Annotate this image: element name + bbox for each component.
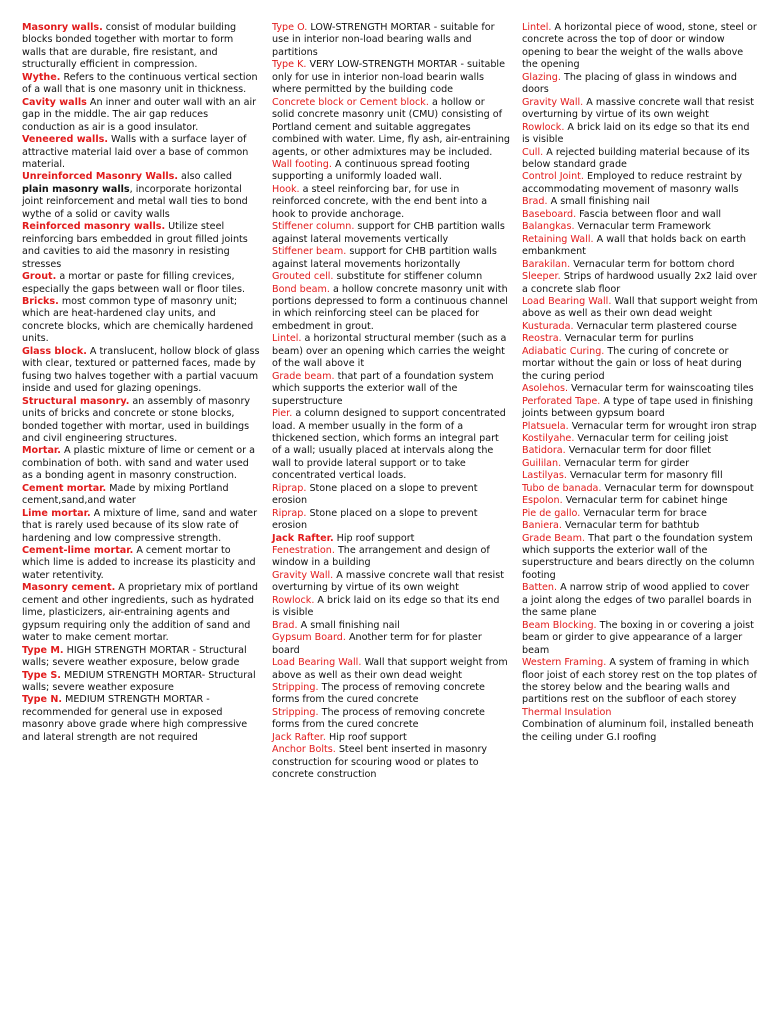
- glossary-definition: A small finishing nail: [547, 196, 650, 208]
- glossary-entry: [272, 570, 510, 595]
- glossary-entry: [272, 271, 510, 283]
- glossary-term: Barakilan.: [522, 258, 571, 270]
- glossary-entry: [22, 483, 260, 508]
- glossary-definition: Strips of hardwood usually 2x2 laid over a concrete slab floor: [522, 271, 757, 295]
- glossary-definition: A cement mortar to which lime is added to increase its plasticity and water retentivity.: [22, 545, 256, 581]
- glossary-definition: Vernacular term for ceiling joist: [574, 432, 729, 444]
- glossary-entry: [272, 533, 510, 545]
- glossary-entry: [22, 296, 260, 346]
- glossary-term: Lime mortar.: [22, 507, 91, 519]
- glossary-term: Batidora.: [522, 445, 566, 457]
- glossary-entry: [522, 321, 758, 333]
- glossary-term: Load Bearing Wall.: [272, 657, 362, 669]
- glossary-entry: [522, 433, 758, 445]
- glossary-term: Jack Rafter.: [272, 532, 334, 544]
- glossary-term: Riprap.: [272, 482, 307, 494]
- glossary-definition: LOW-STRENGTH MORTAR - suitable for use in interior non-load bearing walls and partitions: [272, 22, 495, 58]
- glossary-entry: [272, 97, 510, 159]
- glossary-term: Load Bearing Wall.: [522, 295, 612, 307]
- glossary-definition: The placing of glass in windows and doors: [522, 71, 737, 96]
- glossary-definition: Hip roof support: [325, 731, 407, 743]
- glossary-term: Glass block.: [22, 345, 87, 357]
- glossary-term: Mortar.: [22, 445, 61, 457]
- glossary-entry: [522, 620, 758, 657]
- glossary-definition: A small finishing nail: [297, 619, 400, 631]
- glossary-term: Type K.: [272, 59, 307, 71]
- glossary-entry: [22, 346, 260, 396]
- glossary-term: Glazing.: [522, 71, 561, 83]
- glossary-definition: Walls with a surface layer of attractive material laid over a base of common material.: [22, 134, 249, 170]
- glossary-entry: [522, 122, 758, 147]
- glossary-term: Beam Blocking.: [522, 619, 597, 631]
- glossary-entry: [522, 147, 758, 172]
- glossary-entry: [22, 582, 260, 644]
- glossary-entry: [272, 159, 510, 184]
- glossary-definition: A mixture of lime, sand and water that is rarely used because of its slow rate of hardening and low compressive strength.: [22, 507, 258, 544]
- glossary-term: Hook.: [272, 183, 300, 195]
- glossary-entry: [22, 72, 260, 97]
- glossary-definition: Vernacular term plastered course: [573, 320, 737, 332]
- glossary-entry: [272, 620, 510, 632]
- glossary-definition: also called: [178, 171, 232, 183]
- glossary-definition: A rejected building material because of its below standard grade: [522, 146, 750, 170]
- glossary-term: Cement mortar.: [22, 482, 107, 494]
- glossary-entry: [272, 333, 510, 370]
- glossary-entry: [522, 333, 758, 345]
- glossary-definition: Wall that support weight from above as well as their own dead weight: [272, 657, 508, 681]
- glossary-term: Western Framing.: [522, 657, 607, 669]
- glossary-term: Type O.: [272, 22, 308, 33]
- glossary-entry: [22, 221, 260, 271]
- glossary-definition: Employed to reduce restraint by accommodating movement of masonry walls: [522, 171, 743, 195]
- glossary-column-2: [272, 22, 510, 782]
- glossary-term: Unreinforced Masonry Walls.: [22, 171, 178, 183]
- glossary-term: Jack Rafter.: [272, 731, 326, 743]
- glossary-term: Control Joint.: [522, 171, 584, 183]
- glossary-term: Masonry cement.: [22, 582, 116, 594]
- glossary-term: Cavity walls: [22, 96, 87, 108]
- glossary-entry: [522, 445, 758, 457]
- glossary-term: Rowlock.: [272, 594, 315, 606]
- glossary-entry: [522, 495, 758, 507]
- glossary-entry: [522, 657, 758, 707]
- glossary-definition: The curing of concrete or mortar without the gain or loss of heat during the curing period: [522, 345, 742, 382]
- glossary-entry: [522, 271, 758, 296]
- glossary-term: Asolehos.: [522, 383, 568, 395]
- glossary-entry: [522, 97, 758, 122]
- glossary-term: Balangkas.: [522, 221, 575, 233]
- glossary-entry: [22, 694, 260, 744]
- glossary-definition: A plastic mixture of lime or cement or a combination of both. with sand and water used as a bonding agent in masonry construction.: [22, 445, 256, 482]
- glossary-definition: Vernacular term for downspout: [601, 482, 754, 494]
- glossary-term: Lintel.: [522, 22, 552, 33]
- glossary-entry: [522, 171, 758, 196]
- glossary-definition: support for CHB partition walls against lateral movements horizontally: [272, 246, 497, 270]
- glossary-entry: [522, 234, 758, 259]
- glossary-definition: A brick laid on its edge so that its end is visible: [272, 594, 500, 619]
- glossary-term: Reostra.: [522, 333, 562, 345]
- glossary-term: Kusturada.: [522, 320, 574, 332]
- glossary-entry: [522, 196, 758, 208]
- glossary-definition: A brick laid on its edge so that its end is visible: [522, 121, 750, 146]
- glossary-term: Retaining Wall.: [522, 233, 594, 245]
- glossary-definition: Stone placed on a slope to prevent erosion: [272, 507, 478, 532]
- glossary-definition-continued: , incorporate horizontal joint reinforcement and metal wall ties to bond wythe of a solid or cavity walls: [22, 183, 248, 220]
- glossary-definition: a horizontal structural member (such as a beam) over an opening which carries the weight of the wall above it: [272, 333, 507, 370]
- glossary-column-1: [22, 22, 260, 744]
- glossary-entry: [522, 533, 758, 583]
- glossary-definition: Fascia between floor and wall: [576, 208, 722, 220]
- glossary-term: Rowlock.: [522, 121, 565, 133]
- glossary-term: Stiffener beam.: [272, 246, 347, 258]
- glossary-term: Tubo de banada.: [522, 482, 602, 494]
- glossary-entry: [272, 545, 510, 570]
- glossary-definition: Vernacular term for door fillet: [565, 445, 712, 457]
- glossary-term: Espolon.: [522, 495, 563, 507]
- glossary-entry: [522, 259, 758, 271]
- glossary-entry: [522, 458, 758, 470]
- glossary-term: Concrete block or Cement block.: [272, 96, 429, 108]
- glossary-definition: consist of modular building blocks bonded together with mortar to form walls that are durable, fire resistant, and structurally efficient in compression.: [22, 22, 237, 71]
- glossary-definition: a hollow concrete masonry unit with portions depressed to form a continuous channel in which reinforcing steel can be placed for embedment in grout.: [272, 283, 508, 332]
- glossary-term: Lintel.: [272, 333, 302, 345]
- glossary-entry: [522, 707, 758, 744]
- glossary-definition: Vernacular term for brace: [580, 507, 707, 519]
- glossary-term: Veneered walls.: [22, 134, 108, 146]
- glossary-entry: [522, 383, 758, 395]
- glossary-definition: A system of framing in which floor joist of each storey rest on the top plates of the storey below and the bearing walls and partitions rest on the subfloor of each storey: [522, 657, 757, 706]
- glossary-entry: [272, 408, 510, 483]
- glossary-term: Grouted cell.: [272, 271, 334, 283]
- glossary-entry: [522, 72, 758, 97]
- glossary-term: Gravity Wall.: [522, 96, 584, 108]
- glossary-definition: support for CHB partition walls against lateral movements vertically: [272, 221, 505, 245]
- glossary-definition: A translucent, hollow block of glass with clear, textured or patterned faces, made by fusing two halves together with a partial vacuum inside and used for glazing openings.: [22, 345, 260, 395]
- glossary-term: Bond beam.: [272, 283, 330, 295]
- glossary-term: Fenestration.: [272, 545, 335, 557]
- glossary-definition: Vernacular term for cabinet hinge: [562, 495, 728, 507]
- glossary-definition: A proprietary mix of portland cement and other ingredients, such as hydrated lime, plasticizers, air-entraining agents and gypsum requiring only the addition of sand and water to make cement mortar.: [22, 582, 258, 644]
- glossary-term: Type N.: [22, 694, 63, 706]
- glossary-term: Adiabatic Curing.: [522, 345, 605, 357]
- glossary-entry: [522, 483, 758, 495]
- glossary-definition: Combination of aluminum foil, installed beneath the ceiling under G.I roofing: [522, 719, 754, 743]
- glossary-term: Wythe.: [22, 71, 61, 83]
- glossary-definition: a hollow or solid concrete masonry unit (CMU) consisting of Portland cement and suitable aggregates combined with water. Lime, fly ash, air-entraining agents, or other admixtures may be included.: [272, 96, 510, 158]
- glossary-term: Bricks.: [22, 295, 59, 307]
- glossary-entry: [22, 22, 260, 72]
- glossary-definition: Vernacular term for bathtub: [561, 520, 700, 532]
- glossary-term: Cull.: [522, 146, 544, 158]
- glossary-definition: A continuous spread footing supporting a uniformly loaded wall.: [272, 158, 470, 183]
- glossary-definition: A type of tape used in finishing joints between gypsum board: [522, 395, 754, 420]
- glossary-term: Type M.: [22, 644, 64, 656]
- glossary-entry: [522, 296, 758, 321]
- glossary-entry: [272, 184, 510, 221]
- glossary-entry: [272, 657, 510, 682]
- glossary-definition: a mortar or paste for filling crevices, especially the gaps between wall or floor tiles.: [22, 271, 245, 295]
- glossary-term: Stiffener column.: [272, 221, 355, 233]
- glossary-entry: [22, 271, 260, 296]
- glossary-entry: [272, 284, 510, 334]
- glossary-entry: [22, 97, 260, 134]
- glossary-definition: Stone placed on a slope to prevent erosion: [272, 482, 478, 507]
- glossary-entry: [22, 545, 260, 582]
- glossary-term: Gypsum Board.: [272, 632, 346, 644]
- glossary-entry: [272, 707, 510, 732]
- glossary-term: Baseboard.: [522, 208, 577, 220]
- glossary-definition: Refers to the continuous vertical section of a wall that is one masonry unit in thickness.: [22, 71, 258, 96]
- glossary-definition: that part of a foundation system which supports the exterior wall of the superstructure: [272, 370, 494, 407]
- glossary-entry: [22, 134, 260, 171]
- glossary-definition: An inner and outer wall with an air gap in the middle. The air gap reduces conduction as air is a good insulator.: [22, 96, 257, 133]
- glossary-definition: The process of removing concrete forms from the cured concrete: [272, 706, 485, 731]
- glossary-definition: MEDIUM STRENGTH MORTAR - recommended for general use in exposed masonry above grade where high compressive and lateral strength are not required: [22, 694, 248, 743]
- glossary-entry: [522, 22, 758, 72]
- glossary-term: Grade Beam.: [522, 532, 586, 544]
- glossary-entry: [522, 346, 758, 383]
- glossary-term: Thermal Insulation: [522, 706, 612, 718]
- glossary-entry: [272, 682, 510, 707]
- glossary-term: Perforated Tape.: [522, 395, 601, 407]
- glossary-term: Platsuela.: [522, 420, 569, 432]
- glossary-term: Brad.: [272, 619, 298, 631]
- glossary-entry: [22, 396, 260, 446]
- glossary-entry: [522, 508, 758, 520]
- glossary-term: Brad.: [522, 196, 548, 208]
- glossary-definition: Wall that support weight from above as well as their own dead weight: [522, 295, 758, 320]
- glossary-definition: HIGH STRENGTH MORTAR - Structural walls; severe weather exposure, below grade: [22, 644, 247, 669]
- glossary-definition: a steel reinforcing bar, for use in reinforced concrete, with the end bent into a hook to provide anchorage.: [272, 183, 488, 220]
- glossary-entry: [272, 22, 510, 59]
- glossary-entry: [272, 732, 510, 744]
- glossary-term: Baniera.: [522, 520, 562, 532]
- glossary-entry: [522, 520, 758, 532]
- glossary-term: Structural masonry.: [22, 395, 130, 407]
- glossary-entry: [272, 744, 510, 781]
- glossary-entry: [272, 508, 510, 533]
- glossary-term: Masonry walls.: [22, 22, 103, 33]
- glossary-entry: [22, 171, 260, 221]
- glossary-term: Gravity Wall.: [272, 569, 334, 581]
- glossary-entry: [522, 221, 758, 233]
- glossary-definition: The boxing in or covering a joist beam or girder to give appearance of a larger beam: [522, 619, 754, 656]
- glossary-term: Reinforced masonry walls.: [22, 221, 166, 233]
- glossary-definition: Vernacular term for wrought iron strap: [568, 420, 757, 432]
- glossary-column-3: [522, 22, 758, 744]
- glossary-term: Lastilyas.: [522, 470, 567, 482]
- glossary-entry: [272, 632, 510, 657]
- glossary-entry: [522, 396, 758, 421]
- glossary-definition-emphasis: plain masonry walls: [22, 183, 130, 195]
- glossary-term: Grade beam.: [272, 370, 335, 382]
- glossary-definition: MEDIUM STRENGTH MORTAR- Structural walls; severe weather exposure: [22, 669, 256, 694]
- glossary-term: Pier.: [272, 408, 293, 420]
- glossary-definition: Steel bent inserted in masonry construction for scouring wood or plates to concrete construction: [272, 744, 488, 781]
- glossary-entry: [22, 445, 260, 482]
- glossary-entry: [272, 371, 510, 408]
- glossary-definition: A massive concrete wall that resist overturning by virtue of its own weight: [522, 96, 754, 121]
- glossary-term: Cement-lime mortar.: [22, 545, 134, 557]
- glossary-term: Batten.: [522, 582, 558, 594]
- glossary-definition: Made by mixing Portland cement,sand,and water: [22, 482, 229, 507]
- glossary-entry: [522, 209, 758, 221]
- glossary-definition: The arrangement and design of window in a building: [272, 545, 490, 569]
- glossary-entry: [522, 470, 758, 482]
- glossary-definition: That part o the foundation system which supports the exterior wall of the superstructure and bears directly on the column footing: [522, 532, 755, 581]
- glossary-definition: most common type of masonry unit; which are heat-hardened clay units, and concrete blocks, which are chemically hardened units.: [22, 295, 254, 345]
- glossary-definition: Another term for for plaster board: [272, 632, 482, 656]
- glossary-term: Sleeper.: [522, 271, 561, 283]
- glossary-definition: substitute for stiffener column: [333, 271, 483, 283]
- glossary-term: Anchor Bolts.: [272, 744, 336, 756]
- glossary-definition: A wall that holds back on earth embankment: [522, 233, 747, 258]
- glossary-term: Riprap.: [272, 507, 307, 519]
- glossary-definition: Vernacular term for wainscoating tiles: [568, 383, 754, 395]
- glossary-term: Grout.: [22, 271, 57, 283]
- glossary-entry: [272, 221, 510, 246]
- glossary-entry: [522, 582, 758, 619]
- glossary-term: Wall footing.: [272, 158, 332, 170]
- glossary-definition: Vernacular term for purlins: [561, 333, 694, 345]
- glossary-definition: Vernacular term for bottom chord: [570, 258, 735, 270]
- glossary-definition: Hip roof support: [333, 532, 415, 544]
- glossary-term: Stripping.: [272, 682, 319, 694]
- glossary-entry: [22, 645, 260, 670]
- glossary-definition: VERY LOW-STRENGTH MORTAR - suitable only for use in interior non-load bearin walls where permitted by the building code: [272, 59, 505, 96]
- glossary-definition: The process of removing concrete forms from the cured concrete: [272, 682, 485, 706]
- glossary-entry: [272, 246, 510, 271]
- glossary-term: Guililan.: [522, 457, 562, 469]
- glossary-entry: [272, 595, 510, 620]
- glossary-term: Kostilyahe.: [522, 432, 575, 444]
- glossary-definition: Vernacular term for masonry fill: [566, 470, 723, 482]
- glossary-entry: [272, 483, 510, 508]
- glossary-term: Stripping.: [272, 706, 319, 718]
- glossary-definition: Utilize steel reinforcing bars embedded in grout filled joints and cavities to aid the masonry in resisting stresses: [22, 221, 248, 270]
- glossary-term: Pie de gallo.: [522, 507, 581, 519]
- glossary-entry: [22, 508, 260, 545]
- glossary-definition: Vernacular term Framework: [574, 221, 711, 233]
- glossary-entry: [522, 421, 758, 433]
- glossary-entry: [22, 670, 260, 695]
- glossary-term: Type S.: [22, 669, 61, 681]
- glossary-definition: A horizontal piece of wood, stone, steel or concrete across the top of door or window opening to bear the weight of the walls above the opening: [522, 22, 757, 71]
- glossary-definition: A massive concrete wall that resist overturning by virtue of its own weight: [272, 569, 504, 594]
- glossary-definition: a column designed to support concentrated load. A member usually in the form of a thickened section, which forms an integral part of a wall; usually placed at intervals along the wall to provide lateral support or to take concentrated vertical loads.: [272, 408, 506, 482]
- glossary-definition: A narrow strip of wood applied to cover a joint along the edges of two parallel boards in the same plane: [522, 582, 752, 619]
- glossary-definition: Vernacular term for girder: [561, 457, 690, 469]
- glossary-entry: [272, 59, 510, 96]
- glossary-definition: an assembly of masonry units of bricks and concrete or stone blocks, bonded together with mortar, used in buildings and civil engineering structures.: [22, 395, 251, 444]
